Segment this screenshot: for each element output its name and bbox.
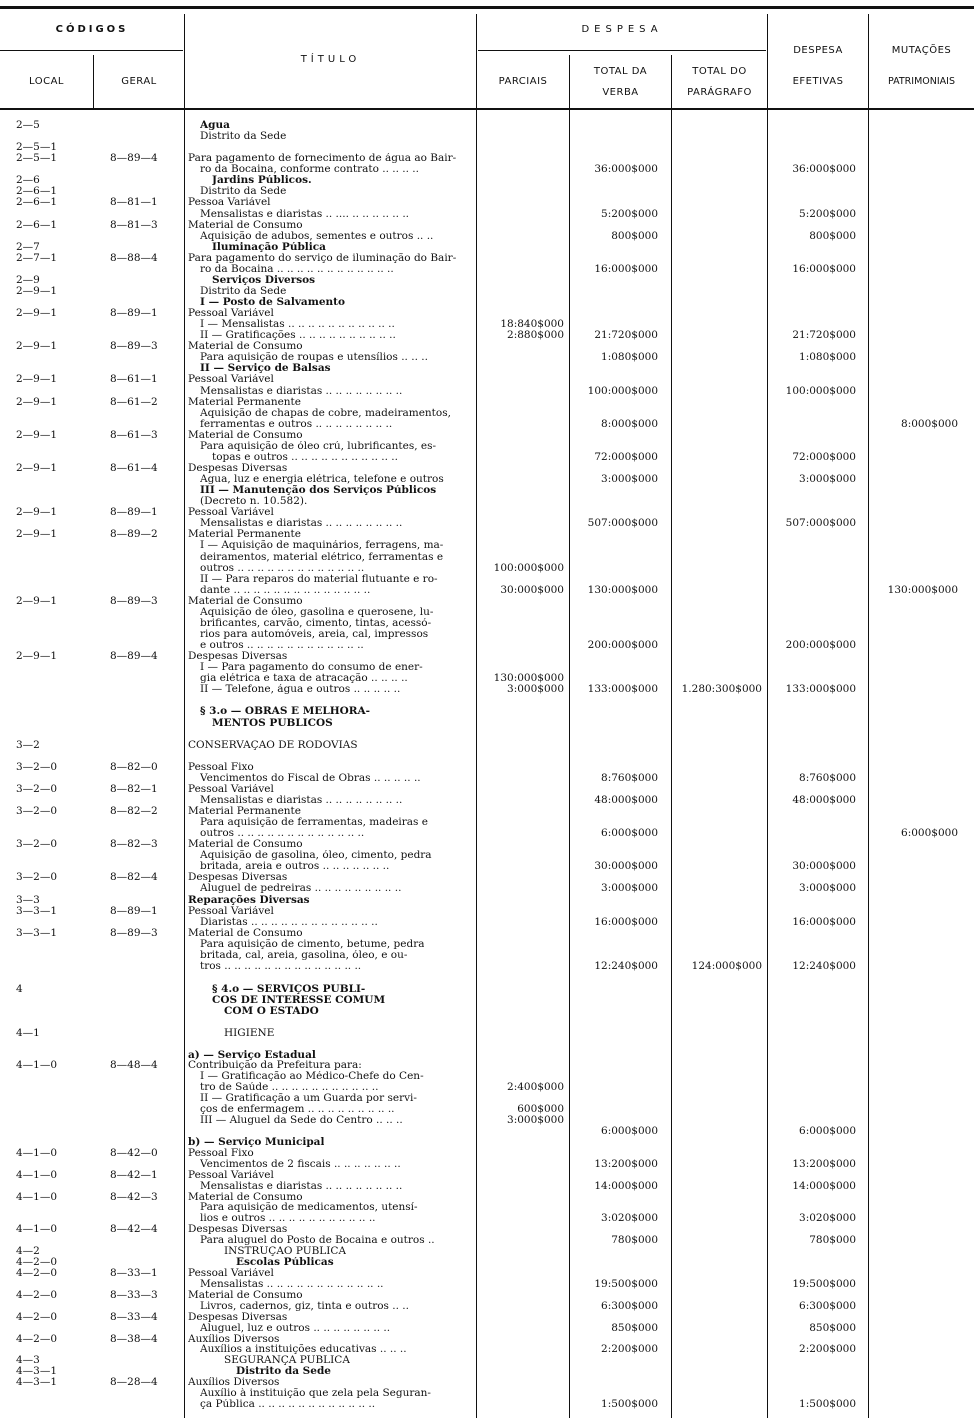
row-local: 4—3—1 (16, 1365, 58, 1377)
row-local: 2—9—1 (16, 340, 58, 352)
row-titulo: Despesas Diversas (188, 1312, 288, 1323)
row-titulo: Mensalistas e diaristas .. .. .. .. .. .. .. .. (200, 795, 403, 806)
row-titulo: britada, cal, areia, gasolina, óleo, e ou- (200, 950, 408, 961)
row-titulo: Auxílios Diversos (188, 1334, 280, 1345)
row-total-verba: 3:000$000 (601, 882, 658, 894)
row-local: 4—2—0 (16, 1256, 58, 1268)
row-titulo: II — Serviço de Balsas (200, 363, 331, 374)
row-titulo: topas e outros .. .. .. .. .. .. .. .. .. .. .. (212, 452, 398, 463)
row-total-verba: 200:000$000 (587, 639, 658, 651)
row-geral: 8—89—3 (110, 595, 158, 607)
row-total-paragrafo: 124:000$000 (691, 960, 762, 972)
row-despesa-efetivas: 200:000$000 (785, 639, 856, 651)
row-geral: 8—33—1 (110, 1267, 158, 1279)
header-total-verba-1: TOTAL DA (593, 66, 648, 77)
row-titulo: Material Permanente (188, 806, 301, 817)
row-titulo: Material de Consumo (188, 839, 303, 850)
row-geral: 8—61—3 (110, 429, 158, 441)
row-total-verba: 2:200$000 (601, 1343, 658, 1355)
row-total-verba: 72:000$000 (594, 451, 658, 463)
row-titulo: I — Posto de Salvamento (200, 297, 345, 308)
row-total-verba: 5:200$000 (601, 208, 658, 220)
row-titulo: Material Permanente (188, 397, 301, 408)
col-divider-titulo (476, 14, 477, 1418)
row-local: 2—9—1 (16, 462, 58, 474)
row-titulo: Material de Consumo (188, 1290, 303, 1301)
row-titulo: Material de Consumo (188, 430, 303, 441)
row-titulo: Para pagamento do serviço de iluminação do Bair- (188, 253, 457, 264)
row-titulo: Distrito da Sede (200, 286, 287, 297)
row-titulo: lios e outros .. .. .. .. .. .. .. .. .. .. .. (200, 1213, 376, 1224)
row-geral: 8—48—4 (110, 1059, 158, 1071)
row-geral: 8—42—0 (110, 1147, 158, 1159)
row-geral: 8—42—3 (110, 1191, 158, 1203)
row-titulo: a) — Serviço Estadual (188, 1050, 316, 1061)
despesa-sub-rule (478, 50, 766, 51)
row-total-verba: 16:000$000 (594, 263, 658, 275)
row-local: 4—1—0 (16, 1169, 58, 1181)
header-bottom-rule (0, 108, 974, 110)
row-titulo: Aluguel de pedreiras .. .. .. .. .. .. .. .. .. (200, 883, 402, 894)
row-geral: 8—61—2 (110, 396, 158, 408)
header-mutacoes-1: MUTAÇÕES (891, 45, 952, 56)
codigos-sub-rule (0, 50, 183, 51)
row-titulo: dante .. .. .. .. .. .. .. .. .. .. .. .. .. .. (200, 585, 371, 596)
row-titulo: Mensalistas e diaristas .. .. .. .. .. .. .. .. (200, 386, 403, 397)
row-geral: 8—33—4 (110, 1311, 158, 1323)
row-titulo: Vencimentos do Fiscal de Obras .. .. .. .. .. (200, 773, 421, 784)
row-local: 4—2—0 (16, 1267, 58, 1279)
row-despesa-efetivas: 3:000$000 (799, 882, 856, 894)
row-titulo: Pessoal Variável (188, 374, 274, 385)
row-local: 4 (16, 983, 23, 995)
row-titulo: Aquisição de gasolina, óleo, cimento, pedra (200, 850, 432, 861)
row-titulo: Agua (200, 120, 230, 131)
row-geral: 8—82—3 (110, 838, 158, 850)
row-titulo: Pessoal Variável (188, 308, 274, 319)
row-local: 4—3 (16, 1354, 40, 1366)
row-titulo: Iluminação Pública (212, 242, 326, 253)
row-local: 4—1—0 (16, 1147, 58, 1159)
row-despesa-efetivas: 5:200$000 (799, 208, 856, 220)
row-despesa-efetivas: 850$000 (809, 1322, 856, 1334)
row-parciais: 2:400$000 (507, 1081, 564, 1093)
row-mutacoes: 8:000$000 (901, 418, 958, 430)
row-total-verba: 1:500$000 (601, 1398, 658, 1410)
row-total-verba: 130:000$000 (587, 584, 658, 596)
row-local: 2—6—1 (16, 219, 58, 231)
row-local: 2—5—1 (16, 152, 58, 164)
row-total-verba: 100:000$000 (587, 385, 658, 397)
row-titulo: ços de enfermagem .. .. .. .. .. .. .. .. .. (200, 1104, 395, 1115)
row-total-verba: 6:000$000 (601, 827, 658, 839)
row-despesa-efetivas: 14:000$000 (792, 1180, 856, 1192)
row-parciais: 18:840$000 (500, 318, 564, 330)
row-titulo: Escolas Públicas (236, 1257, 334, 1268)
row-parciais: 3:000$000 (507, 683, 564, 695)
row-total-verba: 3:020$000 (601, 1212, 658, 1224)
row-despesa-efetivas: 507:000$000 (785, 517, 856, 529)
row-total-verba: 30:000$000 (594, 860, 658, 872)
row-parciais: 100:000$000 (493, 562, 564, 574)
row-total-verba: 19:500$000 (594, 1278, 658, 1290)
row-despesa-efetivas: 3:020$000 (799, 1212, 856, 1224)
row-despesa-efetivas: 16:000$000 (792, 263, 856, 275)
row-geral: 8—89—1 (110, 905, 158, 917)
row-parciais: 2:880$000 (507, 329, 564, 341)
row-titulo: Despesas Diversas (188, 463, 288, 474)
row-geral: 8—28—4 (110, 1376, 158, 1388)
row-titulo: Pessoal Fixo (188, 1148, 254, 1159)
row-titulo: COM O ESTADO (224, 1006, 319, 1017)
row-geral: 8—42—4 (110, 1223, 158, 1235)
row-despesa-efetivas: 1:500$000 (799, 1398, 856, 1410)
row-titulo: Material Permanente (188, 529, 301, 540)
row-titulo: I — Aquisição de maquinários, ferragens, ma- (200, 540, 444, 551)
row-local: 2—9—1 (16, 285, 58, 297)
row-total-verba: 14:000$000 (594, 1180, 658, 1192)
row-titulo: brificantes, carvão, cimento, tintas, acessó- (200, 618, 432, 629)
row-local: 2—9—1 (16, 506, 58, 518)
row-titulo: II — Gratificações .. .. .. .. .. .. .. .. .. .. (200, 330, 396, 341)
row-titulo: Pessoal Fixo (188, 762, 254, 773)
row-local: 4—2—0 (16, 1289, 58, 1301)
row-titulo: ro da Bocaina .. .. .. .. .. .. .. .. .. .. .. .. (200, 264, 394, 275)
row-despesa-efetivas: 36:000$000 (792, 163, 856, 175)
top-rule (0, 6, 974, 9)
row-titulo: outros .. .. .. .. .. .. .. .. .. .. .. .. .. (200, 828, 365, 839)
row-local: 3—2—0 (16, 838, 58, 850)
row-titulo: Para aluguel do Posto de Bocaina e outros .. (200, 1235, 435, 1246)
col-divider-geral (184, 14, 185, 1418)
row-geral: 8—89—4 (110, 152, 158, 164)
row-geral: 8—38—4 (110, 1333, 158, 1345)
row-titulo: Mensalistas e diaristas .. .... .. .. .. .. .. .. (200, 209, 409, 220)
row-titulo: Material de Consumo (188, 341, 303, 352)
row-titulo: SEGURANÇA PÚBLICA (224, 1355, 350, 1366)
row-titulo: ferramentas e outros .. .. .. .. .. .. .. .. (200, 419, 393, 430)
row-total-verba: 850$000 (611, 1322, 658, 1334)
row-total-paragrafo: 1.280:300$000 (681, 683, 762, 695)
row-local: 2—9—1 (16, 528, 58, 540)
row-despesa-efetivas: 21:720$000 (792, 329, 856, 341)
row-geral: 8—89—1 (110, 506, 158, 518)
row-despesa-efetivas: 133:000$000 (785, 683, 856, 695)
row-local: 3—2 (16, 739, 40, 751)
row-local: 3—2—0 (16, 871, 58, 883)
row-titulo: Aluguel, luz e outros .. .. .. .. .. .. .. .. (200, 1323, 391, 1334)
row-local: 4—3—1 (16, 1376, 58, 1388)
row-total-verba: 800$000 (611, 230, 658, 242)
row-titulo: Auxílios a instituições educativas .. .. .. (200, 1344, 407, 1355)
row-titulo: III — Aluguel da Sede do Centro .. .. .. (200, 1115, 403, 1126)
row-local: 3—2—0 (16, 783, 58, 795)
row-geral: 8—33—3 (110, 1289, 158, 1301)
row-total-verba: 8:760$000 (601, 772, 658, 784)
header-codigos: CÓDIGOS (55, 24, 129, 35)
row-titulo: Para aquisição de ferramentas, madeiras e (200, 817, 428, 828)
row-local: 4—1—0 (16, 1059, 58, 1071)
row-titulo: (Decreto n. 10.582). (200, 496, 308, 507)
header-despesa-efetivas-1: DESPESA (793, 45, 843, 56)
row-geral: 8—42—1 (110, 1169, 158, 1181)
row-total-verba: 3:000$000 (601, 473, 658, 485)
row-titulo: b) — Serviço Municipal (188, 1137, 325, 1148)
row-titulo: Auxílios Diversos (188, 1377, 280, 1388)
row-titulo: Mensalistas .. .. .. .. .. .. .. .. .. .. .. .. (200, 1279, 384, 1290)
row-mutacoes: 130:000$000 (887, 584, 958, 596)
row-titulo: II — Gratificação a um Guarda por servi- (200, 1093, 417, 1104)
row-titulo: gia elétrica e taxa de atracação .. .. .. .. (200, 673, 408, 684)
header-geral: GERAL (121, 76, 157, 87)
row-total-verba: 13:200$000 (594, 1158, 658, 1170)
row-total-verba: 21:720$000 (594, 329, 658, 341)
row-despesa-efetivas: 800$000 (809, 230, 856, 242)
col-divider-parciais (569, 55, 570, 1418)
row-despesa-efetivas: 780$000 (809, 1234, 856, 1246)
row-titulo: COS DE INTERESSE COMUM (212, 995, 386, 1006)
row-despesa-efetivas: 30:000$000 (792, 860, 856, 872)
row-geral: 8—81—3 (110, 219, 158, 231)
row-titulo: Aquisição de óleo, gasolina e querosene, lu- (200, 607, 434, 618)
row-geral: 8—82—1 (110, 783, 158, 795)
row-geral: 8—82—4 (110, 871, 158, 883)
row-titulo: Despesas Diversas (188, 1224, 288, 1235)
row-geral: 8—81—1 (110, 196, 158, 208)
row-titulo: Material de Consumo (188, 1192, 303, 1203)
row-local: 2—6—1 (16, 196, 58, 208)
row-titulo: § 3.o — OBRAS E MELHORA- (200, 706, 371, 717)
row-titulo: Auxílio à instituição que zela pela Seguran- (200, 1388, 431, 1399)
row-local: 3—2—0 (16, 805, 58, 817)
row-titulo: Mensalistas e diaristas .. .. .. .. .. .. .. .. (200, 518, 403, 529)
row-mutacoes: 6:000$000 (901, 827, 958, 839)
row-geral: 8—82—2 (110, 805, 158, 817)
row-titulo: britada, areia e outros .. .. .. .. .. .. .. (200, 861, 390, 872)
row-local: 4—1—0 (16, 1191, 58, 1203)
row-titulo: Pessoa Variável (188, 197, 271, 208)
row-despesa-efetivas: 100:000$000 (785, 385, 856, 397)
row-despesa-efetivas: 6:000$000 (799, 1125, 856, 1137)
row-titulo: Material de Consumo (188, 928, 303, 939)
header-titulo: TÍTULO (300, 54, 361, 65)
row-titulo: Reparações Diversas (188, 895, 310, 906)
row-geral: 8—61—1 (110, 373, 158, 385)
row-titulo: Para aquisição de óleo crú, lubrificantes, es- (200, 441, 437, 452)
row-titulo: INSTRUÇÃO PÚBLICA (224, 1246, 347, 1257)
row-titulo: Vencimentos de 2 fiscais .. .. .. .. .. .. .. (200, 1159, 401, 1170)
row-total-verba: 507:000$000 (587, 517, 658, 529)
row-total-verba: 133:000$000 (587, 683, 658, 695)
col-divider-verba (671, 55, 672, 1418)
row-local: 2—9—1 (16, 396, 58, 408)
row-parciais: 130:000$000 (493, 672, 564, 684)
row-geral: 8—89—4 (110, 650, 158, 662)
header-total-paragrafo-1: TOTAL DO (692, 66, 747, 77)
row-geral: 8—82—0 (110, 761, 158, 773)
row-local: 2—6—1 (16, 185, 58, 197)
row-titulo: e outros .. .. .. .. .. .. .. .. .. .. .. .. (200, 640, 364, 651)
row-titulo: ro da Bocaina, conforme contrato .. .. .. .. (200, 164, 419, 175)
row-local: 2—9 (16, 274, 40, 286)
row-titulo: ça Pública .. .. .. .. .. .. .. .. .. .. .. .. (200, 1399, 376, 1410)
row-geral: 8—89—1 (110, 307, 158, 319)
row-total-verba: 780$000 (611, 1234, 658, 1246)
row-despesa-efetivas: 19:500$000 (792, 1278, 856, 1290)
row-local: 3—3—1 (16, 927, 58, 939)
row-titulo: I — Gratificação ao Médico-Chefe do Cen- (200, 1071, 424, 1082)
row-geral: 8—89—3 (110, 340, 158, 352)
row-titulo: HIGIENE (224, 1028, 275, 1039)
row-titulo: Pessoal Variável (188, 1170, 274, 1181)
row-local: 4—1—0 (16, 1223, 58, 1235)
row-geral: 8—61—4 (110, 462, 158, 474)
row-titulo: Aquisição de adubos, sementes e outros .. .. (200, 231, 434, 242)
col-divider-paragrafo (767, 14, 768, 1418)
header-despesa-efetivas-2: EFETIVAS (792, 76, 844, 87)
row-titulo: Material de Consumo (188, 596, 303, 607)
col-divider-efetivas (868, 14, 869, 1418)
row-titulo: Distrito da Sede (200, 186, 287, 197)
row-titulo: I — Mensalistas .. .. .. .. .. .. .. .. .. .. .. (200, 319, 395, 330)
header-mutacoes-2: PATRIMONIAIS (887, 76, 955, 87)
row-total-verba: 16:000$000 (594, 916, 658, 928)
row-titulo: Pessoal Variável (188, 507, 274, 518)
row-titulo: outros .. .. .. .. .. .. .. .. .. .. .. .. .. (200, 563, 365, 574)
row-total-verba: 12:240$000 (594, 960, 658, 972)
row-titulo: tro de Saúde .. .. .. .. .. .. .. .. .. .. .. (200, 1082, 379, 1093)
row-despesa-efetivas: 8:760$000 (799, 772, 856, 784)
row-titulo: Pessoal Variável (188, 1268, 274, 1279)
row-titulo: Para aquisição de roupas e utensílios .. .. .. (200, 352, 428, 363)
row-total-verba: 6:000$000 (601, 1125, 658, 1137)
row-titulo: Despesas Diversas (188, 872, 288, 883)
row-despesa-efetivas: 2:200$000 (799, 1343, 856, 1355)
row-titulo: Para aquisição de medicamentos, utensí- (200, 1202, 418, 1213)
row-geral: 8—89—2 (110, 528, 158, 540)
row-local: 2—9—1 (16, 595, 58, 607)
row-total-verba: 36:000$000 (594, 163, 658, 175)
row-titulo: Diaristas .. .. .. .. .. .. .. .. .. .. .. .. .. (200, 917, 378, 928)
row-local: 4—2 (16, 1245, 40, 1257)
header-total-verba-2: VERBA (602, 87, 639, 98)
header-parciais: PARCIAIS (498, 76, 548, 87)
row-local: 2—9—1 (16, 429, 58, 441)
row-despesa-efetivas: 6:300$000 (799, 1300, 856, 1312)
row-despesa-efetivas: 1:080$000 (799, 351, 856, 363)
row-total-verba: 8:000$000 (601, 418, 658, 430)
row-local: 2—5 (16, 119, 40, 131)
row-titulo: Livros, cadernos, giz, tinta e outros .. .. (200, 1301, 409, 1312)
row-titulo: rios para automóveis, areia, cal, impressos (200, 629, 429, 640)
row-titulo: Pessoal Variável (188, 906, 274, 917)
row-titulo: CONSERVAÇÃO DE RODOVIAS (188, 740, 358, 751)
row-local: 4—2—0 (16, 1333, 58, 1345)
row-titulo: MENTOS PÚBLICOS (212, 718, 333, 729)
row-local: 2—9—1 (16, 307, 58, 319)
header-local: LOCAL (29, 76, 64, 87)
row-titulo: II — Telefone, água e outros .. .. .. .. .. (200, 684, 401, 695)
row-local: 2—9—1 (16, 650, 58, 662)
row-titulo: tros .. .. .. .. .. .. .. .. .. .. .. .. .. .. (200, 961, 362, 972)
row-local: 4—1 (16, 1027, 40, 1039)
header-total-paragrafo-2: PARÁGRAFO (687, 87, 752, 98)
row-local: 2—6 (16, 174, 40, 186)
row-titulo: Contribuição da Prefeitura para: (188, 1060, 362, 1071)
row-titulo: Mensalistas e diaristas .. .. .. .. .. .. .. .. (200, 1181, 403, 1192)
header-despesa: DESPESA (581, 24, 663, 35)
row-parciais: 600$000 (517, 1103, 564, 1115)
row-local: 2—7—1 (16, 252, 58, 264)
row-despesa-efetivas: 48:000$000 (792, 794, 856, 806)
row-geral: 8—88—4 (110, 252, 158, 264)
row-titulo: Distrito da Sede (200, 131, 287, 142)
row-geral: 8—89—3 (110, 927, 158, 939)
row-parciais: 3:000$000 (507, 1114, 564, 1126)
row-local: 3—2—0 (16, 761, 58, 773)
row-titulo: II — Para reparos do material flutuante e ro- (200, 574, 438, 585)
row-despesa-efetivas: 13:200$000 (792, 1158, 856, 1170)
row-titulo: Aquisição de chapas de cobre, madeiramentos, (200, 408, 451, 419)
row-titulo: Distrito da Sede (236, 1366, 331, 1377)
row-titulo: Serviços Diversos (212, 275, 316, 286)
row-local: 3—3—1 (16, 905, 58, 917)
row-despesa-efetivas: 16:000$000 (792, 916, 856, 928)
row-titulo: Pessoal Variável (188, 784, 274, 795)
row-titulo: I — Para pagamento do consumo de ener- (200, 662, 423, 673)
row-total-verba: 6:300$000 (601, 1300, 658, 1312)
row-parciais: 30:000$000 (500, 584, 564, 596)
row-titulo: III — Manutenção dos Serviços Públicos (200, 485, 437, 496)
row-titulo: Água, luz e energia elétrica, telefone e outros (200, 474, 444, 485)
row-despesa-efetivas: 3:000$000 (799, 473, 856, 485)
row-titulo: Jardins Públicos. (212, 175, 312, 186)
row-titulo: Despesas Diversas (188, 651, 288, 662)
row-despesa-efetivas: 72:000$000 (792, 451, 856, 463)
row-total-verba: 48:000$000 (594, 794, 658, 806)
row-local: 2—9—1 (16, 373, 58, 385)
row-local: 2—5—1 (16, 141, 58, 153)
row-despesa-efetivas: 12:240$000 (792, 960, 856, 972)
row-titulo: deiramentos, material elétrico, ferramentas e (200, 552, 444, 563)
row-total-verba: 1:080$000 (601, 351, 658, 363)
row-titulo: Para aquisição de cimento, betume, pedra (200, 939, 425, 950)
row-local: 2—7 (16, 241, 40, 253)
row-titulo: § 4.o — SERVIÇOS PÚBLI- (212, 984, 366, 995)
row-titulo: Material de Consumo (188, 220, 303, 231)
row-titulo: Para pagamento de fornecimento de água ao Bair- (188, 153, 457, 164)
row-local: 3—3 (16, 894, 40, 906)
row-local: 4—2—0 (16, 1311, 58, 1323)
